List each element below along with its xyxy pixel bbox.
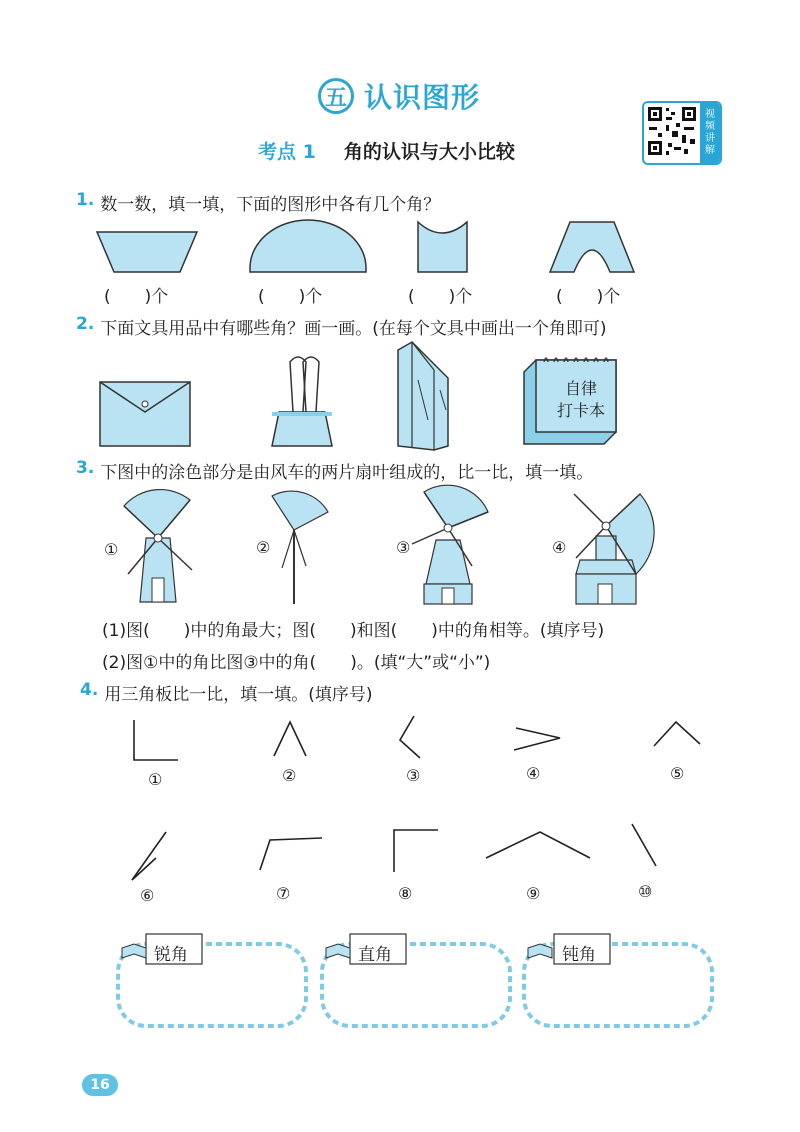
windmill-label-3: ③ — [396, 538, 411, 557]
right-frame-label: 直角 — [358, 945, 392, 965]
angle-label-6: ⑥ — [140, 886, 155, 905]
question-text: 下面文具用品中有哪些角？画一画。(在每个文具中画出一个角即可) — [100, 319, 607, 339]
question-text: 用三角板比一比，填一填。(填序号) — [104, 685, 373, 705]
angle-label-1: ① — [148, 770, 163, 789]
obtuse-frame-label: 钝角 — [562, 945, 596, 965]
angle-label-10: ⑩ — [638, 882, 653, 901]
q1-blank-2[interactable]: ( )个 — [258, 287, 323, 307]
question-text: 下图中的涂色部分是由风车的两片扇叶组成的，比一比，填一填。 — [100, 463, 594, 483]
angle-label-4: ④ — [526, 764, 541, 783]
acute-frame-label: 锐角 — [154, 945, 188, 965]
q1-blank-3[interactable]: ( )个 — [408, 287, 473, 307]
topic-tag: 考点 1 — [258, 141, 316, 163]
q1-blank-4[interactable]: ( )个 — [556, 287, 621, 307]
chapter-title-text: 认识图形 — [364, 81, 481, 114]
qr-caption-char: 频 — [705, 121, 715, 132]
q3-fill-line-1[interactable]: (1)图( )中的角最大；图( )和图( )中的角相等。(填序号) — [102, 621, 605, 641]
windmill-label-2: ② — [256, 538, 271, 557]
calendar-label-line: 自律 — [564, 379, 597, 398]
question-number: 2. — [76, 314, 95, 334]
qr-caption-char: 解 — [705, 145, 715, 156]
windmill-label-4: ④ — [552, 538, 567, 557]
question-number: 3. — [76, 458, 95, 478]
question-text: 数一数，填一填，下面的图形中各有几个角？ — [100, 195, 441, 215]
q3-fill-line-2[interactable]: (2)图①中的角比图③中的角( )。(填“大”或“小”) — [102, 653, 491, 673]
qr-caption-char: 视 — [705, 109, 715, 120]
angle-label-5: ⑤ — [670, 764, 685, 783]
angle-label-9: ⑨ — [526, 884, 541, 903]
question-number: 4. — [80, 680, 99, 700]
calendar-label-line: 打卡本 — [556, 401, 605, 420]
windmill-label-1: ① — [104, 540, 119, 559]
angle-label-2: ② — [282, 766, 297, 785]
page-number: 16 — [82, 1074, 118, 1096]
question-number: 1. — [76, 190, 95, 210]
angle-label-3: ③ — [406, 766, 421, 785]
angle-label-7: ⑦ — [276, 884, 291, 903]
qr-caption-char: 讲 — [705, 133, 715, 144]
chapter-number-badge: 五 — [318, 78, 354, 114]
topic-title: 角的认识与大小比较 — [343, 141, 515, 163]
q1-blank-1[interactable]: ( )个 — [104, 287, 169, 307]
angle-label-8: ⑧ — [398, 884, 413, 903]
